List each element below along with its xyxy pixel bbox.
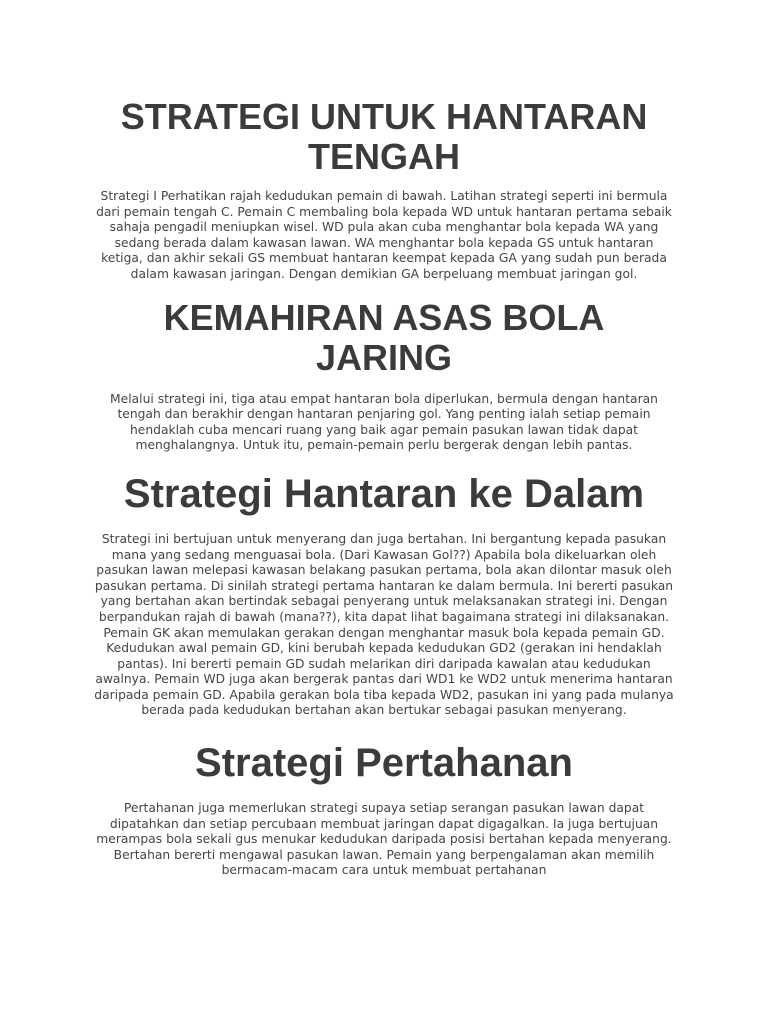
section-heading-hantaran-ke-dalam: Strategi Hantaran ke Dalam [123, 471, 645, 516]
section-body-kemahiran-asas: Melalui strategi ini, tiga atau empat hantaran bola diperlukan, bermula dengan hantaran tengah dan berakhir dengan hantaran penjaring gol. Yang penting ialah setiap pemain hendaklah cuba mencari ruang yang baik agar pemain pasukan lawan tidak dapat menghalangnya. Untuk itu, pemain-pemain perlu bergerak dengan lebih pantas. [110, 391, 658, 453]
section-heading-hantaran-tengah: STRATEGI UNTUK HANTARAN TENGAH [120, 96, 648, 177]
section-heading-strategi-pertahanan: Strategi Pertahanan [195, 741, 573, 786]
section-body-strategi-pertahanan: Pertahanan juga memerlukan strategi supaya setiap serangan pasukan lawan dapat dipatahkan dan setiap percubaan membuat jaringan dapat digagalkan. Ia juga bertujuan merampas bola sekali gus menukar kedudukan daripada posisi bertahan kepada menyerang. Bertahan bererti mengawal pasukan lawan. Pemain yang berpengalaman akan memilih bermacam-macam cara untuk membuat pertahanan [96, 801, 672, 878]
section-heading-kemahiran-asas: KEMAHIRAN ASAS BOLA JARING [163, 296, 605, 378]
document-page [92, 0, 676, 879]
section-body-hantaran-ke-dalam: Strategi ini bertujuan untuk menyerang dan juga bertahan. Ini bergantung kepada pasukan mana yang sedang menguasai bola. (Dari Kawasan Gol??) Apabila bola dikeluarkan oleh pasukan lawan melepasi kawasan belakang pasukan pertama, bola akan dilontar masuk oleh pasukan pertama. Di sinilah strategi pertama hantaran ke dalam bermula. Ini bererti pasukan yang bertahan akan bertindak sebagai penyerang untuk melaksanakan strategi ini. Dengan berpandukan rajah di bawah (mana??), kita dapat lihat bagaimana strategi ini dilaksanakan. Pemain GK akan memulakan gerakan dengan menghantar masuk bola kepada pemain GD. Kedudukan awal pemain GD, kini berubah kepada kedudukan GD2 (gerakan ini hendaklah pantas). Ini bererti pemain GD sudah melarikan diri daripada kawalan atau kedudukan awalnya. Pemain WD juga akan bergerak pantas dari WD1 ke WD2 untuk menerima hantaran daripada pemain GD. Apabila gerakan bola tiba kepada WD2, pasukan ini yang pada mulanya berada pada kedudukan bertahan akan bertukar sebagai pasukan menyerang. [94, 531, 674, 718]
section-body-hantaran-tengah: Strategi I Perhatikan rajah kedudukan pemain di bawah. Latihan strategi seperti ini bermula dari pemain tengah C. Pemain C membaling bola kepada WD untuk hantaran pertama sebaik sahaja pengadil meniupkan wisel. WD pula akan cuba menghantar bola kepada WA yang sedang berada dalam kawasan lawan. WA menghantar bola kepada GS untuk hantaran ketiga, dan akhir sekali GS membuat hantaran keempat kepada GA yang sudah pun berada dalam kawasan jaringan. Dengan demikian GA berpeluang membuat jaringan gol. [96, 189, 672, 281]
